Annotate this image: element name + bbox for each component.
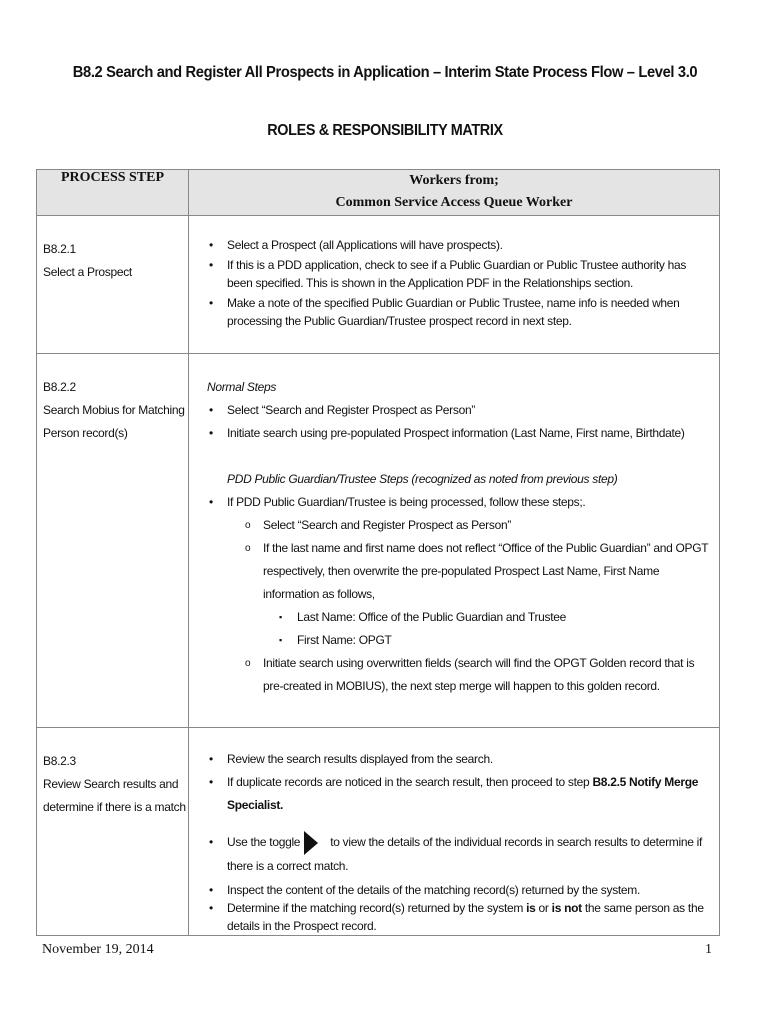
header-workers-line1: Workers from; bbox=[409, 173, 499, 188]
determine-text-end: the same person as the details in the Prospect record. bbox=[227, 901, 704, 933]
step-name-line2: determine if there is a match bbox=[43, 800, 186, 814]
sub-sub-list-item: ▪ First Name: OPGT bbox=[207, 629, 713, 652]
header-workers bbox=[189, 170, 720, 216]
list-item bbox=[207, 771, 713, 817]
normal-steps-heading: Normal Steps bbox=[207, 380, 277, 394]
step-name-line1: Search Mobius for Matching bbox=[43, 403, 185, 417]
list-item: • Inspect the content of the details of the matching record(s) returned by the system. bbox=[207, 881, 713, 899]
description-cell bbox=[189, 216, 720, 354]
determine-text: Determine if the matching record(s) returned by the system bbox=[227, 901, 527, 915]
header-process-step: PROCESS STEP bbox=[37, 170, 189, 216]
page-number: 1 bbox=[705, 942, 712, 957]
list-item bbox=[207, 831, 713, 877]
merge-step-text: If duplicate records are noticed in the search result, then proceed to step bbox=[227, 775, 593, 789]
is-not-text: is not bbox=[551, 901, 582, 915]
table-header-row bbox=[37, 170, 720, 216]
sub-list-item: o Initiate search using overwritten fields (search will find the OPGT Golden record that is pre-created in MOBIUS), the next step merge will happen to this golden record. bbox=[207, 652, 713, 698]
list-item bbox=[207, 899, 713, 935]
toggle-text-before: Use the toggle bbox=[227, 835, 301, 850]
or-text: or bbox=[535, 901, 552, 915]
toggle-text-after: to view the details of the individual records in search results to determine if there is a correct match. bbox=[227, 835, 703, 873]
step-id: B8.2.3 bbox=[43, 754, 76, 768]
table-row bbox=[37, 728, 720, 936]
matrix-title: ROLES & RESPONSIBILITY MATRIX bbox=[267, 122, 503, 139]
footer-date: November 19, 2014 bbox=[42, 942, 154, 957]
header-workers-line2: Common Service Access Queue Worker bbox=[335, 195, 573, 210]
step-id: B8.2.2 bbox=[43, 380, 76, 394]
list-item: • If this is a PDD application, check to see if a Public Guardian or Public Trustee authority has been specified. This is shown in the Application PDF in the Relationships section. bbox=[207, 256, 713, 292]
list-item: • Initiate search using pre-populated Prospect information (Last Name, First name, Birthdate) bbox=[207, 422, 713, 445]
pdd-steps-heading: PDD Public Guardian/Trustee Steps (recognized as noted from previous step) bbox=[227, 472, 618, 486]
description-cell bbox=[189, 728, 720, 936]
step-id: B8.2.1 bbox=[43, 242, 76, 256]
step-cell bbox=[37, 216, 189, 354]
roles-matrix-table bbox=[36, 169, 720, 936]
sub-list-item: o If the last name and first name does not reflect “Office of the Public Guardian” and OPGT respectively, then overwrite the pre-populated Prospect Last Name, First Name information as follows, bbox=[207, 537, 713, 606]
step-cell bbox=[37, 354, 189, 728]
merge-step-link: B8.2.5 Notify Merge Specialist. bbox=[227, 775, 699, 812]
step-name-line1: Review Search results and bbox=[43, 777, 179, 791]
table-row bbox=[37, 354, 720, 728]
list-item: • Select “Search and Register Prospect as Person” bbox=[207, 399, 713, 422]
list-item: • Select a Prospect (all Applications will have prospects). bbox=[207, 236, 713, 254]
step-cell bbox=[37, 728, 189, 936]
list-item: • Make a note of the specified Public Guardian or Public Trustee, name info is needed when processing the Public Guardian/Trustee prospect record in next step. bbox=[207, 294, 713, 330]
description-cell bbox=[189, 354, 720, 728]
table-row bbox=[37, 216, 720, 354]
sub-list-item: o Select “Search and Register Prospect as Person” bbox=[207, 514, 713, 537]
document-title: B8.2 Search and Register All Prospects in Application – Interim State Process Flow – Level 3.0 bbox=[72, 64, 698, 81]
is-text: is bbox=[526, 901, 536, 915]
toggle-arrow-icon bbox=[304, 831, 318, 855]
list-item: • If PDD Public Guardian/Trustee is being processed, follow these steps;. bbox=[207, 491, 713, 514]
step-name: Select a Prospect bbox=[43, 265, 132, 279]
sub-sub-list-item: ▪ Last Name: Office of the Public Guardian and Trustee bbox=[207, 606, 713, 629]
step-name-line2: Person record(s) bbox=[43, 426, 128, 440]
list-item: • Review the search results displayed from the search. bbox=[207, 748, 713, 771]
